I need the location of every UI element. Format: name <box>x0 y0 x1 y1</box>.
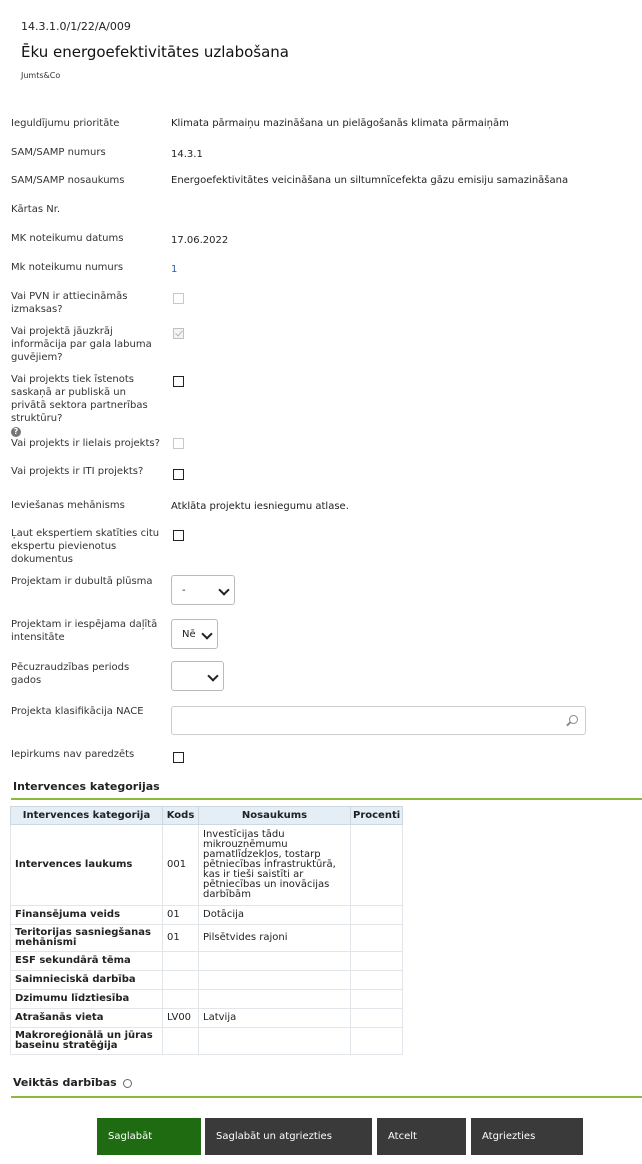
percent-cell <box>351 990 403 1009</box>
sam-name-label: SAM/SAMP nosaukums <box>11 175 125 186</box>
percent-cell <box>351 971 403 990</box>
beneficiary-info-label: Vai projektā jāuzkrāj informācija par gala labuma guvējiem? <box>11 326 152 363</box>
search-icon[interactable] <box>569 715 578 724</box>
interventions-section-title: Intervences kategorijas <box>13 780 160 793</box>
category-cell: ESF sekundārā tēma <box>11 952 163 971</box>
double-flow-label: Projektam ir dubultā plūsma <box>11 576 153 587</box>
monitoring-period-label: Pēcuzraudzības periods gados <box>11 662 130 686</box>
order-no-label: Kārtas Nr. <box>11 204 61 215</box>
name-cell <box>199 990 351 1009</box>
column-header: Nosaukums <box>199 807 351 825</box>
name-cell <box>199 952 351 971</box>
no-procurement-label: Iepirkums nav paredzēts <box>11 749 135 760</box>
column-header: Procenti <box>351 807 403 825</box>
activities-title-text: Veiktās darbības <box>13 1076 117 1089</box>
table-row <box>11 925 403 952</box>
section-divider <box>11 1096 642 1098</box>
partial-intensity-select[interactable] <box>171 619 218 649</box>
sam-number-value: 14.3.1 <box>171 149 203 160</box>
table-row <box>11 990 403 1009</box>
nace-label: Projekta klasifikācija NACE <box>11 706 144 717</box>
code-cell: LV00 <box>163 1009 199 1028</box>
cancel-button[interactable]: Atcelt <box>377 1118 466 1155</box>
ppp-checkbox[interactable] <box>173 376 184 387</box>
table-row <box>11 906 403 925</box>
interventions-table <box>10 806 403 1055</box>
sam-name-value: Energoefektivitātes veicināšana un siltumnīcefekta gāzu emisiju samazināšana <box>171 175 569 186</box>
priority-label: Ieguldījumu prioritāte <box>11 118 120 129</box>
name-cell <box>199 1028 351 1055</box>
page-title: Ēku energoefektivitātes uzlabošana <box>21 43 289 61</box>
percent-cell <box>351 925 403 952</box>
monitoring-period-select[interactable] <box>171 661 224 691</box>
category-cell: Makroreģionālā un jūras baseinu stratēģija <box>11 1028 163 1055</box>
percent-cell <box>351 906 403 925</box>
code-cell <box>163 971 199 990</box>
percent-cell <box>351 1009 403 1028</box>
no-procurement-checkbox[interactable] <box>173 752 184 763</box>
ppp-label <box>11 373 161 438</box>
name-cell: Latvija <box>199 1009 351 1028</box>
save-and-return-button[interactable]: Saglabāt un atgriezties <box>205 1118 372 1155</box>
activities-section-title <box>13 1076 132 1089</box>
code-cell <box>163 952 199 971</box>
name-cell: Pilsētvides rajoni <box>199 925 351 952</box>
section-divider <box>11 798 642 800</box>
code-cell <box>163 1028 199 1055</box>
mk-date-label: MK noteikumu datums <box>11 233 124 244</box>
mk-number-link[interactable]: 1 <box>171 264 178 275</box>
column-header: Intervences kategorija <box>11 807 163 825</box>
major-project-label: Vai projekts ir lielais projekts? <box>11 438 160 449</box>
table-row <box>11 825 403 906</box>
project-code: 14.3.1.0/1/22/A/009 <box>21 20 131 33</box>
column-header: Kods <box>163 807 199 825</box>
name-cell: Dotācija <box>199 906 351 925</box>
question-icon[interactable]: ? <box>11 427 21 437</box>
code-cell: 01 <box>163 925 199 952</box>
major-project-checkbox <box>173 438 184 449</box>
table-row <box>11 1009 403 1028</box>
beneficiary-info-checkbox <box>173 328 184 339</box>
organization-name: Jumts&Co <box>21 71 61 80</box>
back-button[interactable]: Atgriezties <box>471 1118 583 1155</box>
name-cell: Investīcijas tādu mikrouzņēmumu pamatlīdzekļos, tostarp pētniecības infrastruktūrā, kas ir tieši saistīti ar pētniecības un inovācijas darbībām <box>199 825 351 906</box>
table-row <box>11 971 403 990</box>
expert-docs-checkbox[interactable] <box>173 530 184 541</box>
sam-number-label: SAM/SAMP numurs <box>11 147 106 158</box>
mk-number-label: Mk noteikumu numurs <box>11 262 124 273</box>
table-row <box>11 952 403 971</box>
ppp-label-text: Vai projekts tiek īstenots saskaņā ar publiskā un privātā sektora partnerības struktūru? <box>11 374 148 424</box>
table-row <box>11 1028 403 1055</box>
double-flow-selected: - <box>182 584 186 596</box>
name-cell <box>199 971 351 990</box>
mechanism-value: Atklāta projektu iesniegumu atlase. <box>171 501 349 512</box>
category-cell: Finansējuma veids <box>11 906 163 925</box>
mk-date-value: 17.06.2022 <box>171 235 229 246</box>
iti-project-label: Vai projekts ir ITI projekts? <box>11 466 144 477</box>
chevron-down-icon <box>218 584 229 595</box>
percent-cell <box>351 825 403 906</box>
category-cell: Atrašanās vieta <box>11 1009 163 1028</box>
double-flow-select[interactable] <box>171 575 235 605</box>
code-cell: 001 <box>163 825 199 906</box>
vat-label: Vai PVN ir attiecināmās izmaksas? <box>11 291 128 315</box>
mechanism-label: Ieviešanas mehānisms <box>11 500 125 511</box>
percent-cell <box>351 952 403 971</box>
category-cell: Intervences laukums <box>11 825 163 906</box>
expert-docs-label: Ļaut ekspertiem skatīties citu ekspertu pievienotus dokumentus <box>11 528 160 565</box>
chevron-down-icon <box>207 670 218 681</box>
partial-intensity-selected: Nē <box>182 628 196 640</box>
nace-input[interactable] <box>171 706 586 735</box>
chevron-down-icon <box>201 628 212 639</box>
category-cell: Dzimumu līdztiesība <box>11 990 163 1009</box>
iti-project-checkbox[interactable] <box>173 469 184 480</box>
code-cell <box>163 990 199 1009</box>
info-circle-icon[interactable] <box>123 1079 132 1088</box>
priority-value: Klimata pārmaiņu mazināšana un pielāgošanās klimata pārmaiņām <box>171 118 509 129</box>
category-cell: Saimnieciskā darbība <box>11 971 163 990</box>
save-button[interactable]: Saglabāt <box>97 1118 201 1155</box>
vat-checkbox <box>173 293 184 304</box>
partial-intensity-label: Projektam ir iespējama daļītā intensitāte <box>11 619 158 643</box>
category-cell: Teritorijas sasniegšanas mehānismi <box>11 925 163 952</box>
code-cell: 01 <box>163 906 199 925</box>
percent-cell <box>351 1028 403 1055</box>
